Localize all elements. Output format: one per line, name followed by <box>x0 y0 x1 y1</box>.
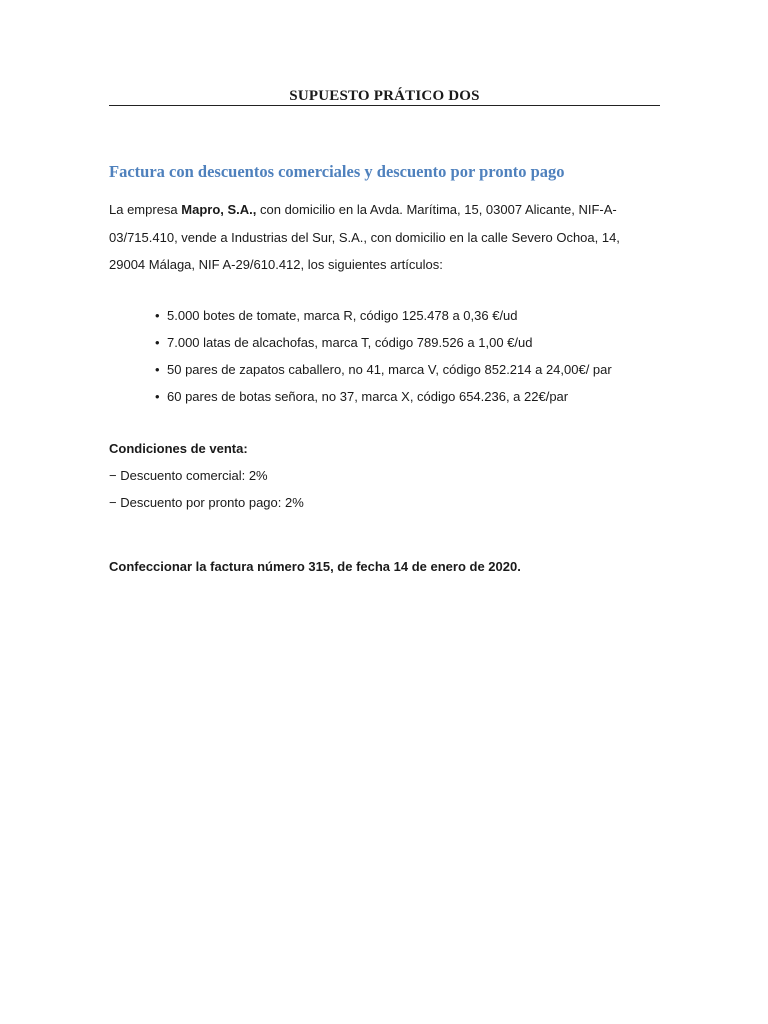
list-item <box>155 356 612 383</box>
intro-line-2: 03/715.410, vende a Industrias del Sur, S.A., con domicilio en la calle Severo Ochoa, 14, <box>109 229 620 245</box>
list-item <box>155 302 612 329</box>
list-item <box>155 329 612 356</box>
list-item-text: 60 pares de botas señora, no 37, marca X, código 654.236, a 22€/par <box>167 389 569 404</box>
final-instruction: Confeccionar la factura número 315, de fecha 14 de enero de 2020. <box>109 559 521 574</box>
bullet-icon: • <box>155 335 160 350</box>
list-item-text: 5.000 botes de tomate, marca R, código 125.478 a 0,36 €/ud <box>167 308 518 323</box>
intro-paragraph <box>109 196 669 279</box>
intro-line-1 <box>109 196 669 224</box>
sale-conditions <box>109 435 304 516</box>
section-heading: Factura con descuentos comerciales y descuento por pronto pago <box>109 162 565 181</box>
intro-line-1-rest: con domicilio en la Avda. Marítima, 15, 03007 Alicante, NIF-A- <box>256 202 617 217</box>
bullet-icon: • <box>155 362 160 377</box>
company-name: Mapro, S.A., <box>181 202 257 217</box>
list-item-text: 50 pares de zapatos caballero, no 41, marca V, código 852.214 a 24,00€/ par <box>167 362 612 377</box>
intro-prefix: La empresa <box>109 202 182 217</box>
condition-commercial-discount: − Descuento comercial: 2% <box>109 468 268 483</box>
list-item-text: 7.000 latas de alcachofas, marca T, código 789.526 a 1,00 €/ud <box>167 335 533 350</box>
bullet-icon: • <box>155 308 160 323</box>
bullet-icon: • <box>155 389 160 404</box>
conditions-heading: Condiciones de venta: <box>109 441 248 456</box>
title-underline <box>109 105 660 106</box>
intro-line-3: 29004 Málaga, NIF A-29/610.412, los siguientes artículos: <box>109 257 443 272</box>
article-list <box>155 302 612 410</box>
list-item <box>155 383 612 410</box>
condition-prompt-payment-discount: − Descuento por pronto pago: 2% <box>109 495 304 510</box>
document-title: SUPUESTO PRÁTICO DOS <box>289 88 480 104</box>
